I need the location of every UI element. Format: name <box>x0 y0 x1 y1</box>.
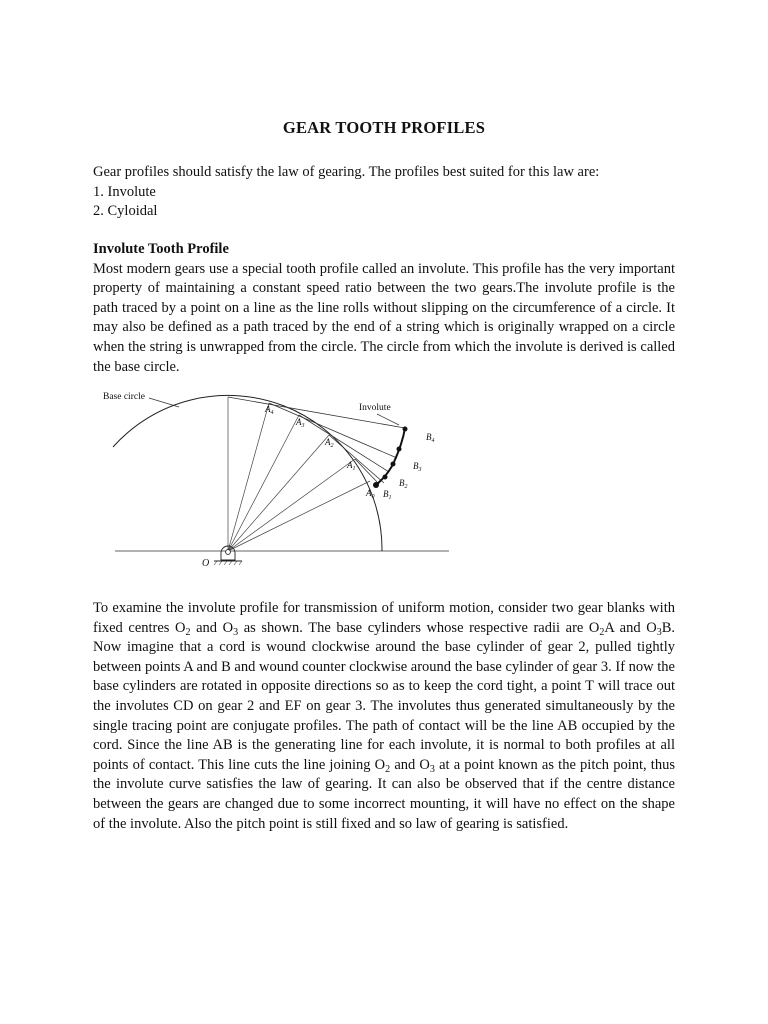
involute-diagram <box>93 385 453 575</box>
intro-text: Gear profiles should satisfy the law of gearing. The profiles best suited for this law are: <box>93 164 600 180</box>
transmission-section <box>93 599 675 834</box>
section-paragraph: Most modern gears use a special tooth profile called an involute. This profile has the very important property of maintaining a constant speed ratio between the two gears.The involute profile is the path traced by a point on a line as the line rolls without slipping on the circumference of a circle. It may also be defined as a path traced by the end of a string which is originally wrapped on a circle when the string is unwrapped from the circle. The circle from which the involute is derived is called the base circle. <box>93 260 675 375</box>
tangent-line <box>299 415 389 472</box>
base-circle-arc <box>113 395 382 551</box>
label-a2: $A_2$ <box>325 437 334 449</box>
base-circle-leader <box>149 398 179 407</box>
involute-curve <box>376 428 405 485</box>
involute-section <box>93 240 675 377</box>
origin-label: O <box>202 558 210 569</box>
label-b2: $B_2$ <box>399 478 408 490</box>
tangent-line <box>329 435 384 483</box>
point-b4 <box>403 427 408 432</box>
radial-line <box>228 403 269 551</box>
label-b3: $B_3$ <box>413 461 422 473</box>
intro-block <box>93 163 675 222</box>
label-b4: $B_4$ <box>426 432 435 444</box>
involute-label: Involute <box>359 403 391 413</box>
radial-line <box>228 481 370 551</box>
label-a3: $A_3$ <box>296 417 305 429</box>
ground-hatch <box>214 561 242 565</box>
radial-line <box>228 415 299 551</box>
point-a0 <box>373 482 379 488</box>
page-title: GEAR TOOTH PROFILES <box>282 118 486 137</box>
label-a0: $A_0$ <box>366 488 375 500</box>
point-b1 <box>383 475 388 480</box>
tangent-line <box>355 459 379 484</box>
list-item-involute: 1. Involute <box>93 183 156 200</box>
section-heading: Involute Tooth Profile <box>93 241 229 257</box>
pivot-pin <box>226 550 231 555</box>
transmission-paragraph: To examine the involute profile for transmission of uniform motion, consider two gear blanks with fixed centres $O_2$ and $O_3$ as shown. The base cylinders whose respective radii are $O_2A$ and $O_3B$. Now imagine that a cord is wound clockwise around the base cylinder of gear 2, pulled tightly between points A and B and wound counter clockwise around the base cylinder of gear 3. If now the base cylinders are rotated in opposite directions so as to keep the cord tight, a point T will trace out the involutes CD on gear 2 and EF on gear 3. The involutes thus generated simultaneously by the single tracing point are conjugate profiles. The path of contact will be the line AB occupied by the cord. Since the line AB is the generating line for each involute, it is normal to both profiles at all points of contact. This line cuts the line joining $O_2$ and $O_3$ at a point known as the pitch point, thus the involute curve satisfies the law of gearing. It can also be observed that if the centre distance between the gears are changed due to some incorrect mounting, it will have no effect on the shape of the involute. Also the pitch point is still fixed and so law of gearing is satisfied. <box>93 600 675 832</box>
list-item-cycloidal: 2. Cyloidal <box>93 203 158 220</box>
label-a4: $A_4$ <box>265 404 274 416</box>
label-a1: $A_1$ <box>347 460 356 472</box>
point-b2 <box>391 462 396 467</box>
label-b1: $B_1$ <box>383 489 392 501</box>
base-circle-label: Base circle <box>103 392 145 402</box>
radial-line <box>228 435 329 551</box>
radial-line <box>228 459 355 551</box>
point-b3 <box>397 447 402 452</box>
